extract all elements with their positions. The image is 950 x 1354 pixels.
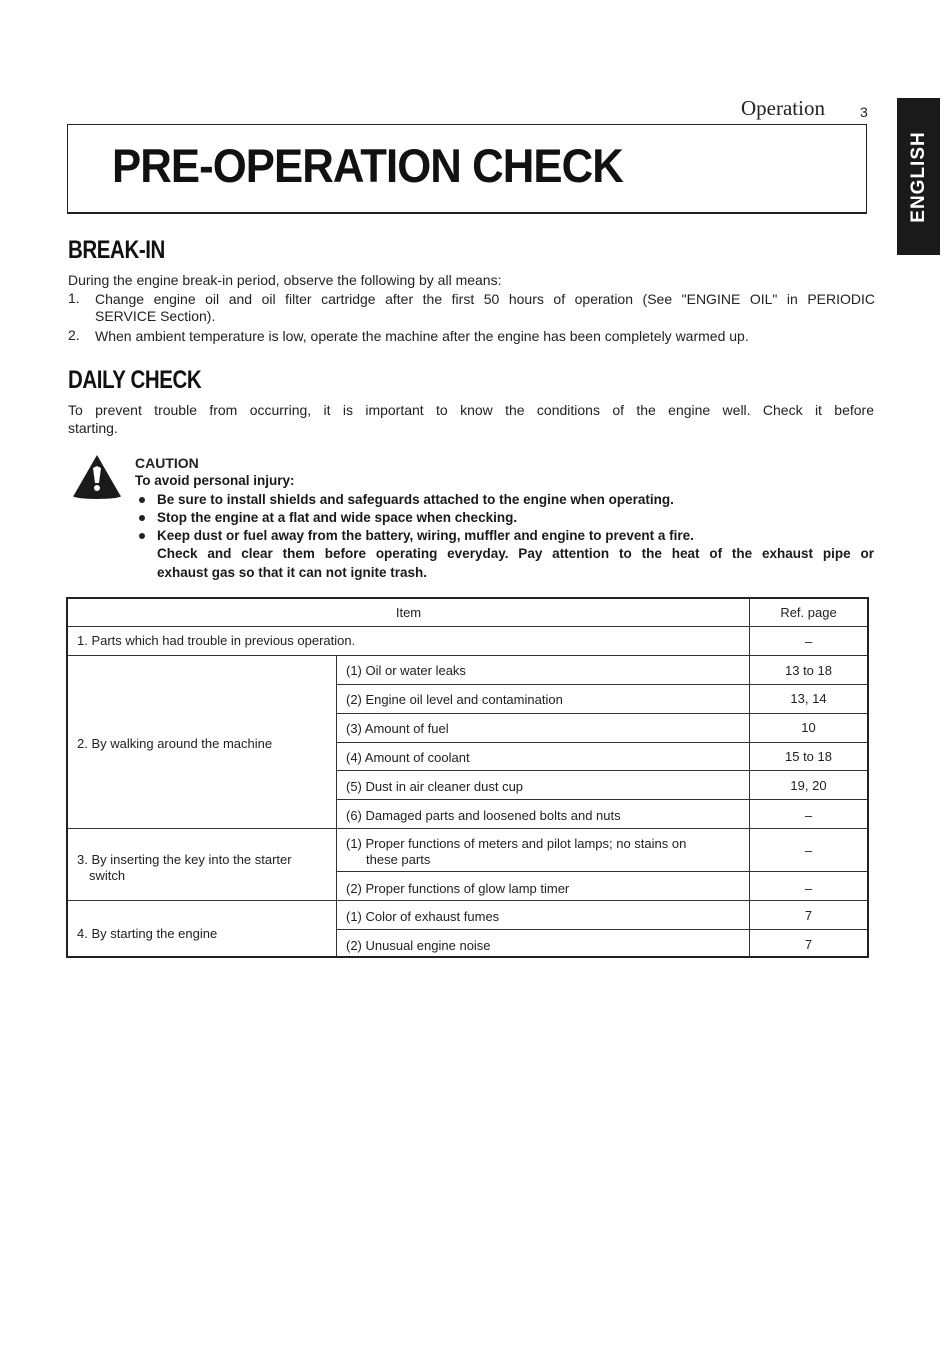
table-rule bbox=[336, 684, 867, 685]
group2-row6-item: (6) Damaged parts and loosened bolts and nuts bbox=[346, 808, 621, 823]
caution-bullet-1: Be sure to install shields and safeguards attached to the engine when operating. bbox=[157, 492, 674, 507]
group3-row2-ref: – bbox=[804, 881, 813, 896]
caution-bullet-3: Keep dust or fuel away from the battery, wiring, muffler and engine to prevent a fire. bbox=[157, 528, 694, 543]
break-in-heading: BREAK-IN bbox=[68, 236, 165, 264]
group3-label-line1: 3. By inserting the key into the starter bbox=[77, 852, 292, 867]
table-rule bbox=[336, 929, 867, 930]
row1-ref: – bbox=[804, 634, 813, 649]
table-rule bbox=[336, 742, 867, 743]
group2-row3-ref: 10 bbox=[801, 720, 816, 735]
group3-label-line2: switch bbox=[89, 868, 126, 883]
caution-title: CAUTION bbox=[135, 455, 199, 471]
table-rule bbox=[68, 626, 867, 627]
break-in-item-2-number: 2. bbox=[68, 327, 80, 343]
bullet-dot bbox=[139, 497, 145, 503]
row1-item: 1. Parts which had trouble in previous operation. bbox=[77, 633, 356, 648]
page-title: PRE-OPERATION CHECK bbox=[112, 139, 623, 192]
language-tab-label: ENGLISH bbox=[907, 130, 929, 223]
bullet-dot bbox=[139, 515, 145, 521]
caution-continuation-line2: exhaust gas so that it can not ignite trash. bbox=[157, 565, 428, 580]
table-rule bbox=[336, 871, 867, 872]
table-rule bbox=[68, 900, 867, 901]
group2-row4-item: (4) Amount of coolant bbox=[346, 750, 470, 765]
break-in-intro: During the engine break-in period, observe the following by all means: bbox=[68, 272, 502, 288]
bullet-dot bbox=[139, 533, 145, 539]
caution-subtitle: To avoid personal injury: bbox=[135, 473, 295, 488]
break-in-item-1-line2: SERVICE Section). bbox=[95, 308, 216, 324]
group4-row2-item: (2) Unusual engine noise bbox=[346, 938, 491, 953]
daily-check-intro-line1: To prevent trouble from occurring, it is important to know the conditions of the engine well. Check it before bbox=[68, 402, 874, 418]
caution-bullet-2: Stop the engine at a flat and wide space when checking. bbox=[157, 510, 518, 525]
break-in-item-1-number: 1. bbox=[68, 290, 80, 306]
group4-row1-ref: 7 bbox=[804, 908, 813, 923]
group2-row1-item: (1) Oil or water leaks bbox=[346, 663, 466, 678]
section-name: Operation bbox=[741, 96, 825, 120]
group2-row2-item: (2) Engine oil level and contamination bbox=[346, 692, 563, 707]
group3-row1-item-line2: these parts bbox=[366, 852, 431, 867]
table-rule bbox=[336, 799, 867, 800]
group2-row1-ref: 13 to 18 bbox=[785, 663, 832, 678]
group2-row6-ref: – bbox=[804, 808, 813, 823]
caution-continuation-line1: Check and clear them before operating everyday. Pay attention to the heat of the exhaust pipe or bbox=[157, 546, 874, 561]
page-number: 3 bbox=[860, 104, 868, 120]
table-rule bbox=[336, 713, 867, 714]
group4-label: 4. By starting the engine bbox=[77, 926, 218, 941]
warning-triangle-icon bbox=[72, 454, 122, 500]
break-in-item-1-line1: Change engine oil and oil filter cartridge after the first 50 hours of operation (See "ENGINE OIL" in PERIODIC bbox=[95, 291, 875, 307]
group4-row2-ref: 7 bbox=[804, 937, 813, 952]
group3-row1-ref: – bbox=[804, 843, 813, 858]
daily-check-intro-line2: starting. bbox=[68, 420, 118, 436]
group2-label: 2. By walking around the machine bbox=[77, 736, 273, 751]
group3-row2-item: (2) Proper functions of glow lamp timer bbox=[346, 881, 570, 896]
check-table bbox=[66, 597, 869, 958]
table-header-item: Item bbox=[395, 605, 422, 620]
group2-row4-ref: 15 to 18 bbox=[785, 749, 832, 764]
language-tab bbox=[897, 98, 940, 255]
break-in-item-2-line1: When ambient temperature is low, operate the machine after the engine has been completely warmed up. bbox=[95, 328, 749, 344]
group2-row2-ref: 13, 14 bbox=[790, 691, 827, 706]
table-rule bbox=[68, 655, 867, 656]
group2-row3-item: (3) Amount of fuel bbox=[346, 721, 449, 736]
table-header-ref-page: Ref. page bbox=[780, 605, 837, 620]
group2-row5-item: (5) Dust in air cleaner dust cup bbox=[346, 779, 524, 794]
group2-row5-ref: 19, 20 bbox=[790, 778, 827, 793]
group4-row1-item: (1) Color of exhaust fumes bbox=[346, 909, 500, 924]
group3-row1-item-line1: (1) Proper functions of meters and pilot lamps; no stains on bbox=[346, 836, 687, 851]
daily-check-heading: DAILY CHECK bbox=[68, 366, 202, 394]
table-rule bbox=[68, 828, 867, 829]
table-rule bbox=[336, 655, 337, 956]
table-rule bbox=[336, 770, 867, 771]
